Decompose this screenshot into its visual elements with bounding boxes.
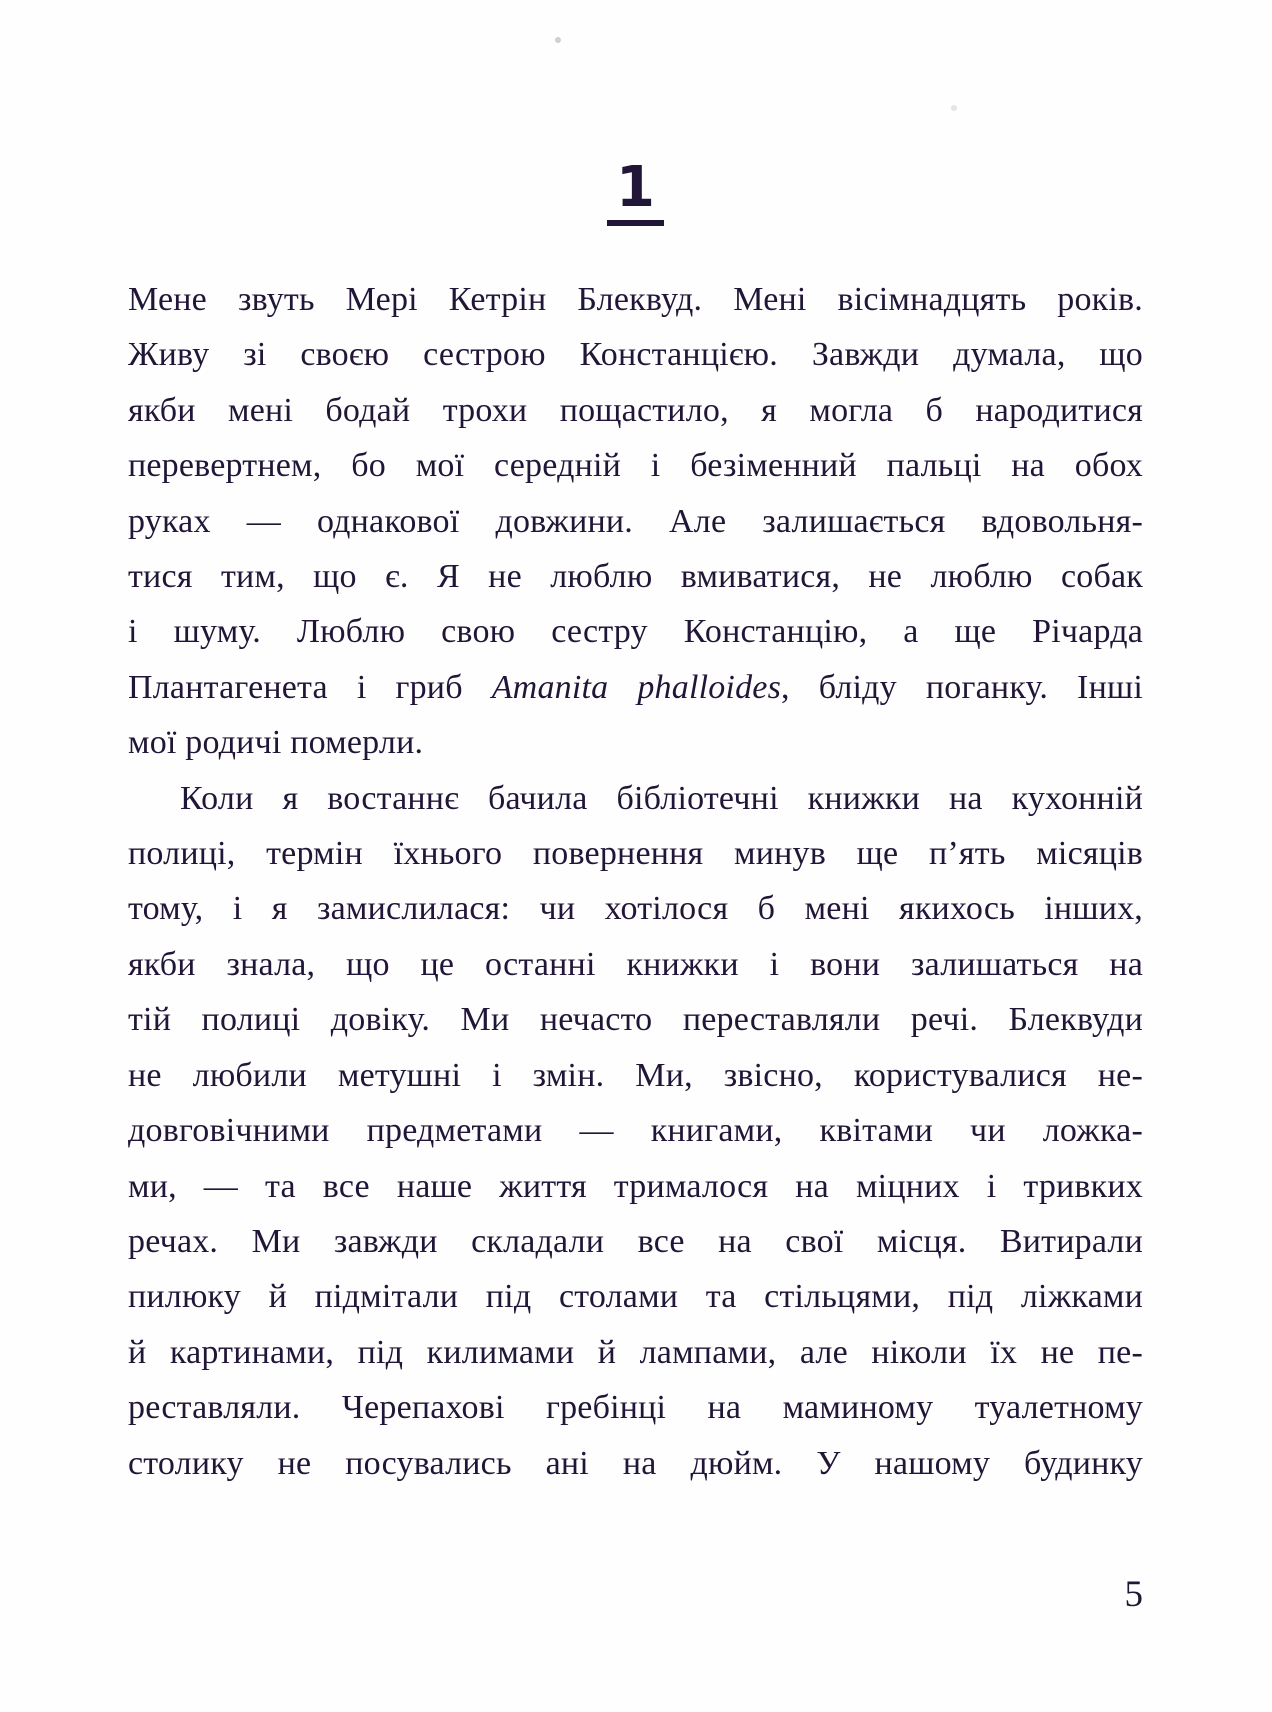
text-line: [128, 494, 1143, 549]
text-line: [128, 1103, 1143, 1158]
text-segment: , бліду поганку. Інші: [781, 668, 1144, 706]
text-segment: Плантагенета і гриб: [128, 668, 492, 706]
text-segment: довговічними предметами — книгами, квітами чи ложка-: [128, 1112, 1143, 1150]
text-segment: якби мені бодай трохи пощастило, я могла б народитися: [128, 391, 1143, 429]
chapter-heading: [128, 155, 1143, 226]
scan-speck: [555, 37, 561, 43]
text-segment: Живу зі своєю сестрою Констанцією. Завжди думала, що: [128, 336, 1143, 374]
text-line: [128, 937, 1143, 992]
text-line: [128, 604, 1143, 659]
text-segment: і шуму. Люблю свою сестру Констанцію, а ще Річарда: [128, 613, 1143, 651]
text-segment-italic: Amanita phalloides: [491, 668, 782, 706]
text-segment: якби знала, що це останні книжки і вони залишаться на: [128, 945, 1143, 983]
text-line: [128, 1380, 1143, 1435]
text-segment: Мене звуть Мері Кетрін Блеквуд. Мені вісімнадцять років.: [128, 281, 1143, 318]
text-line: [128, 272, 1143, 327]
text-segment: перевертнем, бо мої середній і безіменний пальці на обох: [128, 447, 1143, 485]
text-line: [128, 826, 1143, 881]
text-line: [128, 881, 1143, 936]
text-segment: ми, — та все наше життя трималося на міцних і тривких: [128, 1167, 1143, 1205]
text-segment: мої родичі померли.: [128, 724, 424, 762]
text-segment: й картинами, під килимами й лампами, але ніколи їх не пе-: [128, 1333, 1143, 1371]
text-segment: Коли я востаннє бачила бібліотечні книжки на кухонній: [180, 779, 1143, 817]
text-line: [128, 1269, 1143, 1324]
text-segment: тій полиці довіку. Ми нечасто переставляли речі. Блеквуди: [128, 1001, 1143, 1039]
text-line: [128, 1214, 1143, 1269]
text-segment: не любили метушні і змін. Ми, звісно, користувалися не-: [128, 1056, 1143, 1094]
text-segment: столику не посувались ані на дюйм. У нашому будинку: [128, 1444, 1143, 1482]
text-line: [128, 1048, 1143, 1103]
text-line: [128, 715, 1143, 770]
text-line: [128, 1159, 1143, 1214]
text-line: [128, 327, 1143, 382]
text-line: [128, 1325, 1143, 1380]
text-segment: пилюку й підмітали під столами та стільцями, під ліжками: [128, 1278, 1143, 1316]
text-segment: руках — однакової довжини. Але залишається вдовольня-: [128, 502, 1143, 540]
page-number: 5: [1124, 1574, 1143, 1615]
text-segment: полиці, термін їхнього повернення минув ще п’ять місяців: [128, 835, 1143, 873]
text-line: [128, 383, 1143, 438]
text-segment: тому, і я замислилася: чи хотілося б мені якихось інших,: [128, 890, 1143, 928]
text-line: [128, 1436, 1143, 1491]
text-segment: реставляли. Черепахові гребінці на маминому туалетному: [128, 1389, 1143, 1427]
text-line: [128, 438, 1143, 493]
text-line: [128, 992, 1143, 1047]
text-line: [128, 549, 1143, 604]
text-line: [128, 660, 1143, 715]
scan-speck: [951, 105, 957, 111]
chapter-number: 1: [607, 160, 664, 226]
text-segment: речах. Ми завжди складали все на свої місця. Витирали: [128, 1222, 1143, 1260]
text-segment: тися тим, що є. Я не люблю вмиватися, не люблю собак: [128, 558, 1143, 596]
body-text: [128, 272, 1143, 1491]
text-line: [128, 771, 1143, 826]
